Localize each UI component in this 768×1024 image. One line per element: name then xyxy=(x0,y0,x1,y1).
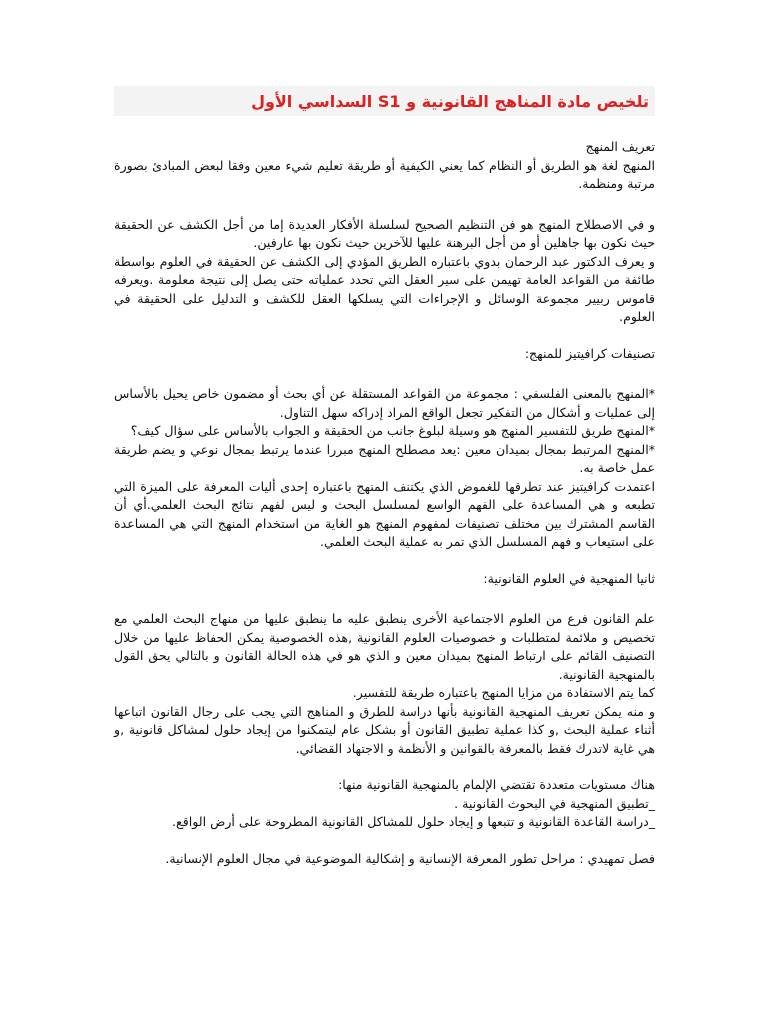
paragraph-legal-science: علم القانون فرع من العلوم الاجتماعية الأخرى ينطبق عليه ما ينطبق عليها من منهاج البحث العلمي مع تخصيص و ملائمة لمتطلبات و خصوصيات العلوم القانونية ,هذه الخصوصية يمكن الحفاظ عليها من خلال التصنيف القائم على ارتباط المنهج بميدان معين و الذي هو في هذه الحالة القانون و بالتالي يحق القول بالمنهجية القانونية. xyxy=(114,611,655,682)
section-heading-definition: تعريف المنهج xyxy=(585,139,655,154)
paragraph-definition-term: و في الاصطلاح المنهج هو فن التنظيم الصحيح لسلسلة الأفكار العديدة إما من أجل الكشف عن الحقيقة حيث نكون بها جاهلين أو من أجل البرهنة عليها للآخرين حيث نكون بها عارفين. xyxy=(114,216,655,250)
document-title: تلخيص مادة المناهج القانونية و S1 السداسي الأول xyxy=(251,91,649,111)
paragraph-definition-language: المنهج لغة هو الطريق أو النظام كما يعني الكيفية أو طريقة تعليم شيء معين وفقا لبعض المبادئ بصورة مرتبة ومنظمة. xyxy=(114,157,655,191)
paragraph-classification-summary: اعتمدت كرافيتيز عند تطرقها للغموض الذي يكتنف المنهج باعتباره إحدى أليات المعرفة على الميزة التي تطبعه و هي المساعدة على الفهم الواسع لمسلسل البحث و ليس لفهم نتائج البحث العلمي.أي أن القاسم المشترك بين مختلف تصنيفات لمفهوم المنهج هو الغاية من استخدام المنهج التي هي المساعدة على استيعاب و فهم المسلسل الذي تمر به عملية البحث العلمي. xyxy=(114,478,655,549)
title-bar xyxy=(114,86,655,116)
paragraph-introductory-chapter: فصل تمهيدي : مراحل تطور المعرفة الإنسانية و إشكالية الموضوعية في مجال العلوم الإنسانية. xyxy=(165,850,655,866)
paragraph-definition-badawi: و يعرف الدكتور عبد الرحمان بدوي باعتباره الطريق المؤدي إلى الكشف عن الحقيقة في العلوم بواسطة طائفة من القواعد العامة تهيمن على سير العقل التي تحدد عملياته حتى يصل إلى نتيجة معلومة .ويعرفه قاموس ربيير مجموعة الوسائل و الإجراءات التي يسلكها العقل للكشف و التدليل على الحقيقة في العلوم. xyxy=(114,253,655,324)
classification-item-interpretation: *المنهج طريق للتفسير المنهج هو وسيلة لبلوغ جانب من الحقيقة و الجواب بالأساس على سؤال كيف؟ xyxy=(130,423,655,438)
document-page xyxy=(114,86,655,868)
classification-item-field: *المنهج المرتبط بمجال بميدان معين :يعد مصطلح المنهج مبررا عندما يرتبط بمجال نوعي و يضم طريقة عمل خاصة به. xyxy=(114,441,655,475)
level-item-research: _تطبيق المنهجية في البحوث القانونية . xyxy=(454,795,655,811)
section-heading-levels: هناك مستويات متعددة تقتضي الإلمام بالمنهجية القانونية منها: xyxy=(338,777,655,792)
paragraph-legal-definition: و منه يمكن تعريف المنهجية القانونية بأنها دراسة للطرق و المناهج التي يجب على رجال القانون اتباعها أثناء عملية البحث ,و كذا عملية تطبيق القانون أو بشكل عام ليتمكنوا من إيجاد حلول لمشاكل قانونية ,و هي غاية لاتدرك فقط بالمعرفة بالقوانين و الأنظمة و الاجتهاد القضائي. xyxy=(114,703,655,756)
paragraph-legal-interpretation: كما يتم الاستفادة من مزايا المنهج باعتباره طريقة للتفسير. xyxy=(352,685,655,700)
section-heading-classifications: تصنيفات كرافيتيز للمنهج: xyxy=(524,345,655,361)
classification-item-philosophical: *المنهج بالمعنى الفلسفي : مجموعة من القواعد المستقلة عن أي بحث أو مضمون خاص يحيل بالأساس إلى عمليات و أشكال من التفكير تجعل الواقع المراد إدراكه سهل التناول. xyxy=(114,386,655,420)
section-heading-legal-methodology: ثانيا المنهجية في العلوم القانونية: xyxy=(483,570,655,586)
level-item-legal-rule: _دراسة القاعدة القانونية و تتبعها و إيجاد حلول للمشاكل القانونية المطروحة على أرض الواقع. xyxy=(172,814,655,829)
